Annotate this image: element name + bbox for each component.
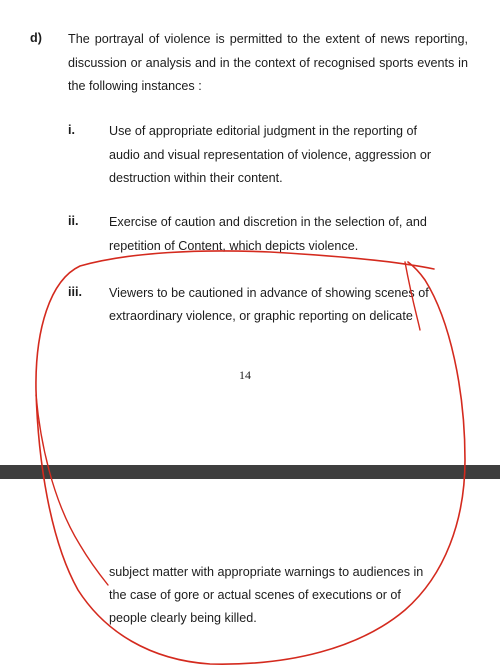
- clause-line: The portrayal of violence is permitted to the extent of news reporting,: [68, 32, 468, 46]
- page-break-divider: [0, 465, 500, 479]
- continuation-line: subject matter with appropriate warnings to audiences in: [109, 565, 424, 579]
- continuation-line: the case of gore or actual scenes of executions or of: [109, 588, 401, 602]
- item-ii-line: Exercise of caution and discretion in the selection of, and: [109, 215, 427, 229]
- item-ii-line: repetition of Content, which depicts violence.: [109, 239, 359, 253]
- item-iii-line: extraordinary violence, or graphic reporting on delicate: [109, 309, 413, 323]
- item-i-line: destruction within their content.: [109, 171, 283, 185]
- clause-line: discussion or analysis and in the context of recognised sports events in: [68, 56, 468, 70]
- page-number: 14: [239, 368, 251, 382]
- item-marker-iii: iii.: [68, 285, 82, 299]
- item-i-line: audio and visual representation of violence, aggression or: [109, 148, 432, 162]
- item-marker-i: i.: [68, 123, 75, 137]
- clause-marker: d): [30, 31, 42, 45]
- item-iii-line: Viewers to be cautioned in advance of showing scenes of: [109, 286, 429, 300]
- item-i-line: Use of appropriate editorial judgment in the reporting of: [109, 124, 418, 138]
- continuation-line: people clearly being killed.: [109, 611, 257, 625]
- document-page-bottom: [0, 479, 500, 667]
- item-marker-ii: ii.: [68, 214, 79, 228]
- clause-line: the following instances :: [68, 79, 202, 93]
